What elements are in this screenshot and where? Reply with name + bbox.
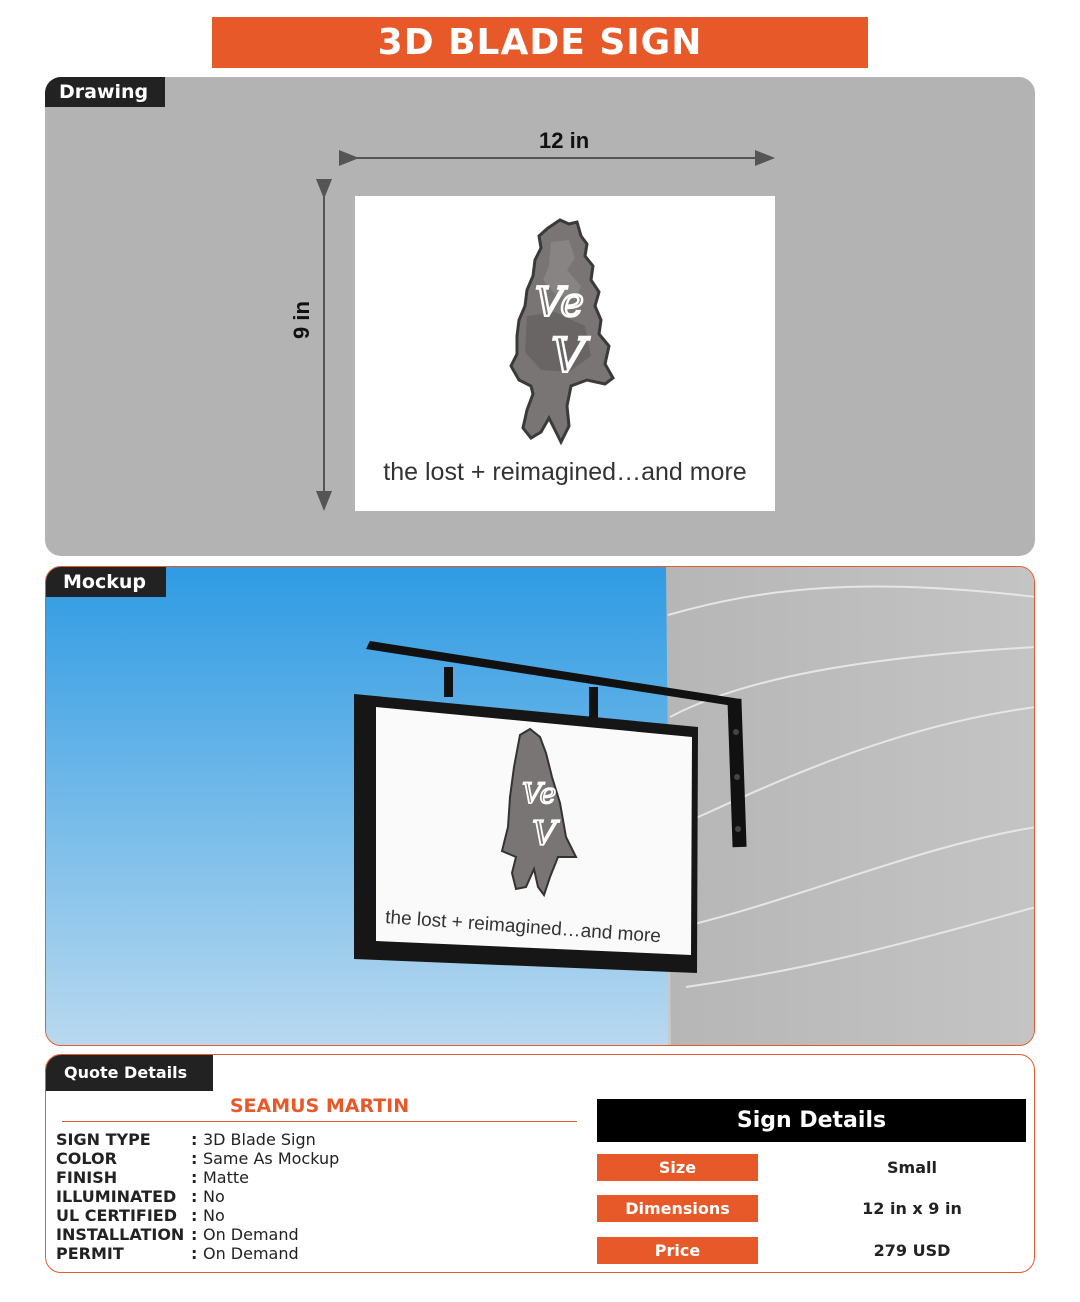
mockup-sign-caption: the lost + reimagined…and more [384, 907, 662, 948]
price-label: Price [597, 1237, 758, 1264]
logo-text-top: Ve [535, 280, 584, 326]
sign-caption: the lost + reimagined…and more [383, 458, 747, 486]
spec-value: : On Demand [191, 1225, 299, 1244]
customer-name: SEAMUS MARTIN [229, 1095, 410, 1117]
spec-list [56, 1130, 339, 1263]
page-title: 3D BLADE SIGN [212, 17, 868, 68]
svg-text:V: V [532, 814, 557, 854]
svg-text:Ve: Ve [522, 777, 557, 810]
size-value: Small [887, 1158, 937, 1177]
spec-row [56, 1206, 339, 1225]
bracket-rod-left [444, 667, 453, 697]
price-value: 279 USD [873, 1241, 951, 1260]
spec-value: : No [191, 1206, 225, 1225]
height-dimension-label: 9 in [289, 301, 314, 339]
spec-value: : Same As Mockup [191, 1149, 339, 1168]
spec-value: : No [191, 1187, 225, 1206]
spec-row [56, 1168, 339, 1187]
sign-artwork [355, 196, 775, 511]
size-label: Size [597, 1154, 758, 1181]
spec-row [56, 1225, 339, 1244]
customer-divider [62, 1121, 577, 1122]
width-dimension-label: 12 in [539, 128, 590, 153]
drawing-panel [45, 77, 1035, 556]
spec-key: FINISH [56, 1168, 118, 1187]
spec-value: : Matte [191, 1168, 249, 1187]
quote-details-panel [45, 1054, 1035, 1273]
drawing-tab: Drawing [45, 77, 165, 107]
spec-row [56, 1244, 339, 1263]
spec-key: COLOR [56, 1149, 117, 1168]
spec-key: UL CERTIFIED [56, 1206, 177, 1225]
spec-key: ILLUMINATED [56, 1187, 177, 1206]
spec-key: SIGN TYPE [56, 1130, 151, 1149]
spec-key: INSTALLATION [56, 1225, 185, 1244]
dimensions-label: Dimensions [597, 1195, 758, 1222]
quote-details-tab: Quote Details [46, 1055, 213, 1091]
logo-text-bottom: V [551, 328, 586, 384]
mockup-panel [45, 566, 1035, 1046]
spec-value: : 3D Blade Sign [191, 1130, 316, 1149]
dimensions-value: 12 in x 9 in [862, 1199, 962, 1218]
spec-row [56, 1149, 339, 1168]
spec-row [56, 1187, 339, 1206]
mockup-tab: Mockup [46, 567, 166, 597]
spec-row [56, 1130, 339, 1149]
mockup-scene [46, 567, 1035, 1046]
spec-key: PERMIT [56, 1244, 124, 1263]
sign-details-heading: Sign Details [597, 1099, 1026, 1142]
spec-value: : On Demand [191, 1244, 299, 1263]
